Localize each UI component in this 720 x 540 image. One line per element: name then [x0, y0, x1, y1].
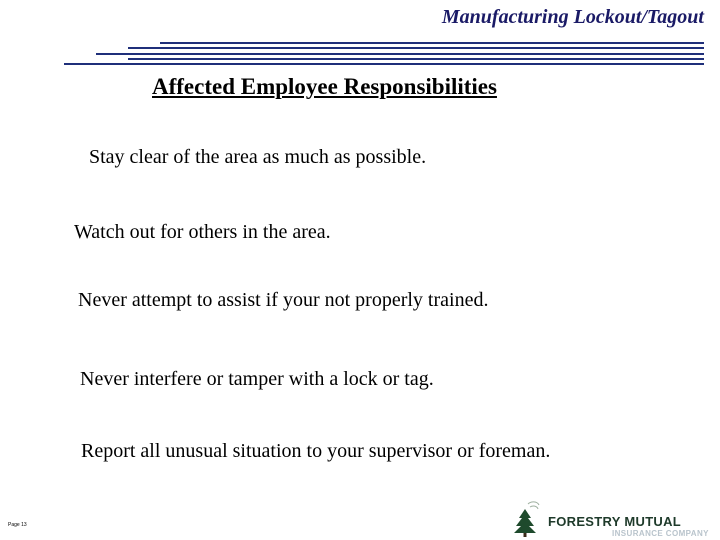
bullet-item: Never interfere or tamper with a lock or tag. — [80, 368, 434, 390]
bullet-item: Watch out for others in the area. — [74, 221, 331, 243]
pine-tree-icon — [512, 500, 542, 538]
rule-line — [96, 53, 704, 55]
page-number: Page 13 — [8, 522, 27, 528]
logo-subtitle: INSURANCE COMPANY — [612, 529, 709, 538]
rule-line — [128, 58, 704, 60]
header-title: Manufacturing Lockout/Tagout — [441, 6, 704, 28]
rule-line — [160, 42, 704, 44]
bullet-item: Never attempt to assist if your not properly trained. — [78, 289, 489, 311]
forestry-mutual-logo — [512, 500, 717, 538]
bullet-item: Stay clear of the area as much as possible. — [89, 146, 427, 168]
bullet-item: Report all unusual situation to your supervisor or foreman. — [81, 440, 551, 462]
rule-line — [128, 47, 704, 49]
header-rules — [0, 0, 720, 80]
slide-heading: Affected Employee Responsibilities — [152, 74, 497, 99]
logo-name: FORESTRY MUTUAL — [548, 514, 682, 529]
rule-line — [64, 63, 704, 65]
